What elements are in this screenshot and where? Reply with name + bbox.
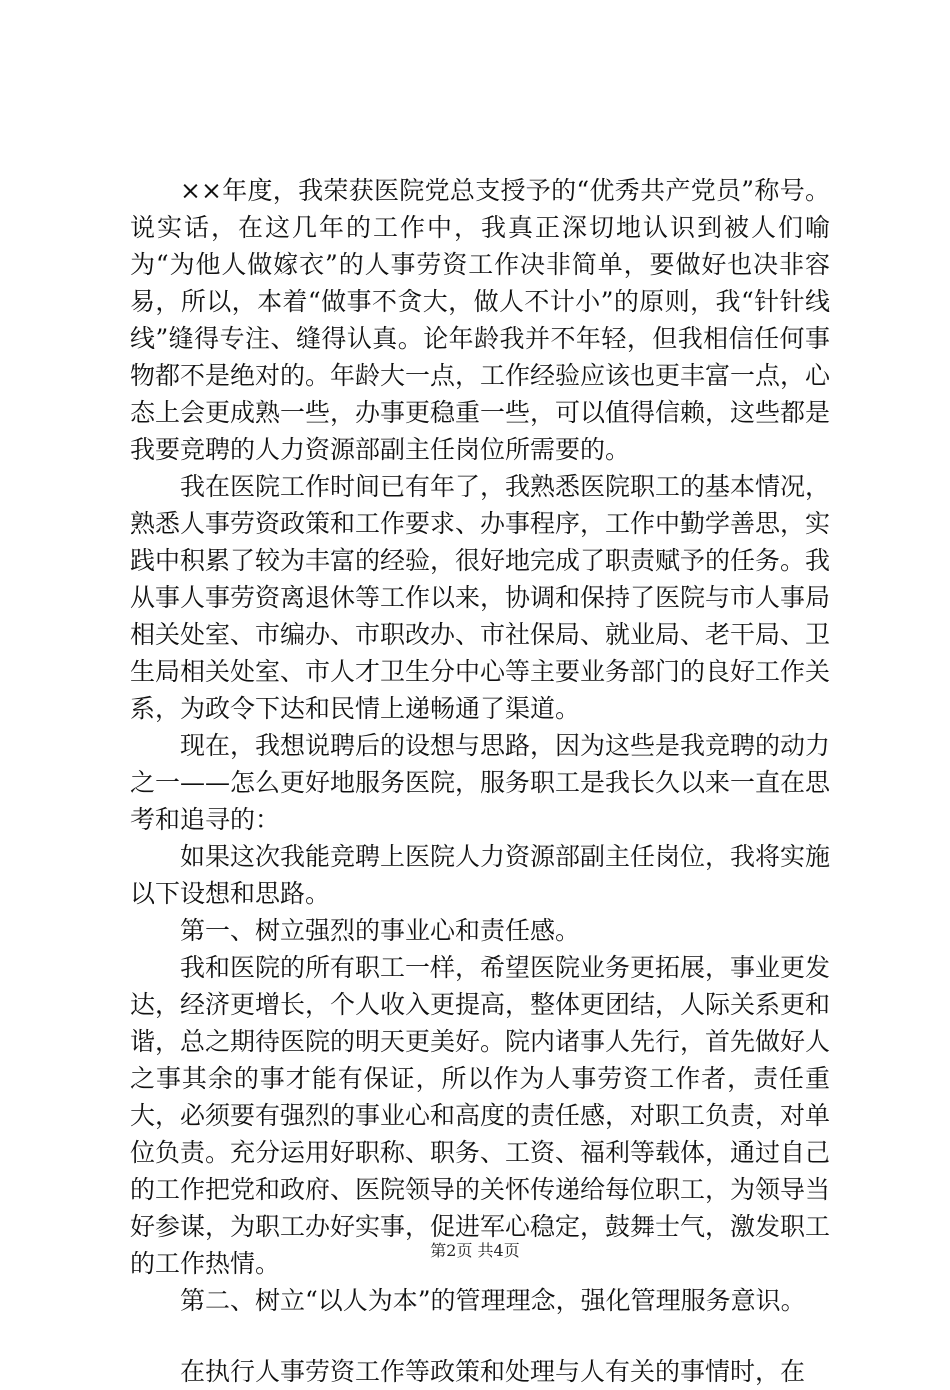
paragraph-experience: 我在医院工作时间已有年了，我熟悉医院职工的基本情况，熟悉人事劳资政策和工作要求、办事程序，工作中勤学善思，实践中积累了较为丰富的经验，很好地完成了职责赋予的任务。我从事人事劳资离退休等工作以来，协调和保持了医院与市人事局相关处室、市编办、市职改办、市社保局、就业局、老干局、卫生局相关处室、市人才卫生分中心等主要业务部门的良好工作关系，为政令下达和民情上递畅通了渠道。 [130, 472, 831, 723]
heading-first-point: 第一、树立强烈的事业心和责任感。 [180, 916, 581, 945]
heading-second-point: 第二、树立“以人为本”的管理理念，强化管理服务意识。 [180, 1286, 806, 1315]
paragraph-plan-intro: 如果这次我能竞聘上医院人力资源部副主任岗位，我将实施以下设想和思路。 [130, 842, 831, 908]
paragraph-ideas-intro: 现在，我想说聘后的设想与思路，因为这些是我竞聘的动力之一——怎么更好地服务医院，服务职工是我长久以来一直在思考和追寻的： [130, 731, 831, 834]
paragraph-award: ××年度，我荣获医院党总支授予的“优秀共产党员”称号。说实话，在这几年的工作中，我真正深切地认识到被人们喻为“为他人做嫁衣”的人事劳资工作决非简单，要做好也决非容易，所以，本着“做事不贪大，做人不计小”的原则，我“针针线线”缝得专注、缝得认真。论年龄我并不年轻，但我相信任何事物都不是绝对的。年龄大一点，工作经验应该也更丰富一点，心态上会更成熟一些，办事更稳重一些，可以值得信赖，这些都是我要竞聘的人力资源部副主任岗位所需要的。 [130, 176, 831, 464]
paragraph-second-point: 在执行人事劳资工作等政策和处理与人有关的事情时，在 [180, 1357, 806, 1386]
document-body [130, 172, 830, 1390]
page-number-footer: 第2页 共4页 [430, 1241, 520, 1260]
paragraph-first-point: 我和医院的所有职工一样，希望医院业务更拓展，事业更发达，经济更增长，个人收入更提高，整体更团结，人际关系更和谐，总之期待医院的明天更美好。院内诸事人先行，首先做好人之事其余的事才能有保证，所以作为人事劳资工作者，责任重大，必须要有强烈的事业心和高度的责任感，对职工负责，对单位负责。充分运用好职称、职务、工资、福利等载体，通过自己的工作把党和政府、医院领导的关怀传递给每位职工，为领导当好参谋，为职工办好实事，促进军心稳定，鼓舞士气，激发职工的工作热情。 [130, 953, 831, 1278]
